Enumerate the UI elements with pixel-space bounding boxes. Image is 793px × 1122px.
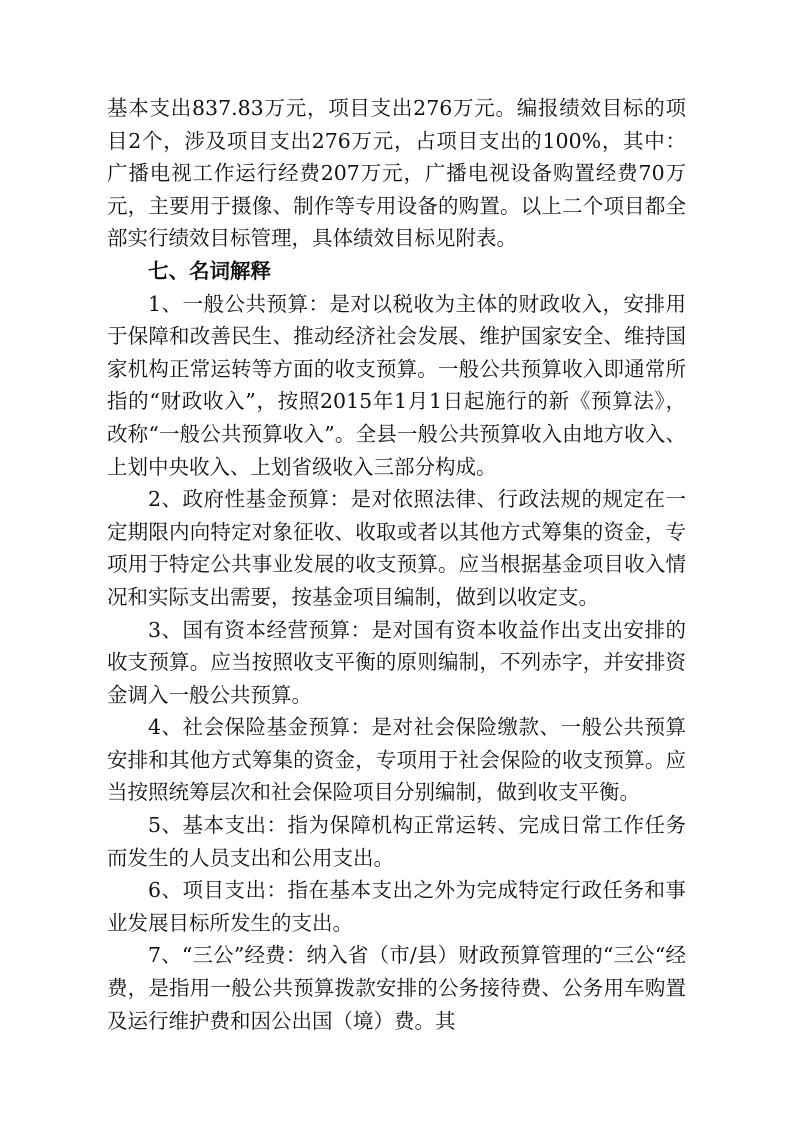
paragraph-three-public-expenses: 7、“三公”经费：纳入省（市/县）财政预算管理的“三公“经费，是指用一般公共预算拨款安排的公务接待费、公务用车购置及运行维护费和因公出国（境）费。其: [107, 943, 686, 1033]
paragraph-social-insurance-budget: 4、社会保险基金预算：是对社会保险缴款、一般公共预算安排和其他方式筹集的资金，专项用于社会保险的收支预算。应当按照统筹层次和社会保险项目分别编制，做到收支平衡。: [107, 715, 686, 805]
paragraph-general-public-budget: 1、一般公共预算：是对以税收为主体的财政收入，安排用于保障和改善民生、推动经济社会发展、维护国家安全、维持国家机构正常运转等方面的收支预算。一般公共预算收入即通常所指的“财政收入”，按照2015年1月1日起施行的新《预算法》，改称“一般公共预算收入”。全县一般公共预算收入由地方收入、上划中央收入、上划省级收入三部分构成。: [107, 291, 686, 479]
paragraph-basic-expenditure: 5、基本支出：指为保障机构正常运转、完成日常工作任务而发生的人员支出和公用支出。: [107, 813, 686, 870]
section-heading-glossary: 七、名词解释: [148, 258, 271, 283]
paragraph-project-spending: 基本支出837.83万元，项目支出276万元。编报绩效目标的项目2个，涉及项目支出276万元，占项目支出的100%，其中：广播电视工作运行经费207万元，广播电视设备购置经费70万元，主要用于摄像、制作等专用设备的购置。以上二个项目都全部实行绩效目标管理，具体绩效目标见附表。: [107, 96, 686, 251]
document-page: [107, 92, 686, 1037]
paragraph-government-fund-budget: 2、政府性基金预算：是对依照法律、行政法规的规定在一定期限内向特定对象征收、收取或者以其他方式筹集的资金，专项用于特定公共事业发展的收支预算。应当根据基金项目收入情况和实际支出需要，按基金项目编制，做到以收定支。: [107, 487, 686, 609]
paragraph-project-expenditure: 6、项目支出：指在基本支出之外为完成特定行政任务和事业发展目标所发生的支出。: [107, 878, 686, 935]
paragraph-state-capital-budget: 3、国有资本经营预算：是对国有资本收益作出支出安排的收支预算。应当按照收支平衡的原则编制，不列赤字，并安排资金调入一般公共预算。: [107, 617, 686, 707]
